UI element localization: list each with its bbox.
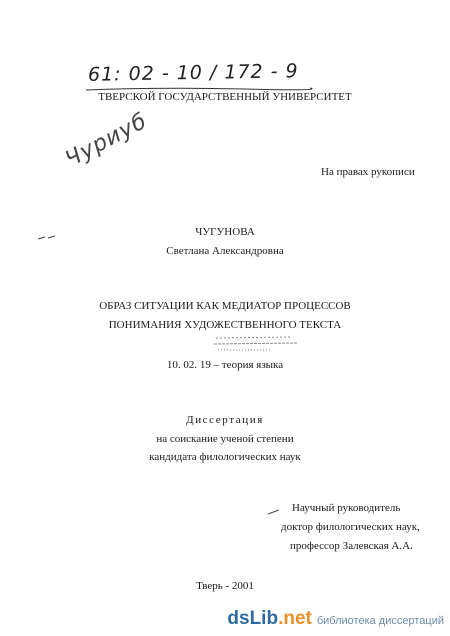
dissertation-title-line-2: ПОНИМАНИЯ ХУДОЖЕСТВЕННОГО ТЕКСТА bbox=[108, 319, 342, 331]
university-name: ТВЕРСКОЙ ГОСУДАРСТВЕННЫЙ УНИВЕРСИТЕТ bbox=[98, 91, 352, 103]
watermark-logo-main: dsLib bbox=[227, 608, 279, 629]
manuscript-rights-note: На правах рукописи bbox=[321, 166, 415, 178]
watermark-logo-tld: .net bbox=[278, 608, 312, 629]
dslib-watermark bbox=[227, 609, 444, 628]
supervisor-label: Научный руководитель bbox=[292, 502, 401, 514]
city-year: Тверь - 2001 bbox=[196, 580, 254, 592]
handwritten-registration-number: 61: 02 - 10 / 172 - 9 bbox=[87, 60, 299, 86]
author-full-name: Светлана Александровна bbox=[166, 245, 284, 257]
supervisor-degree: доктор филологических наук, bbox=[281, 521, 420, 533]
library-stamp bbox=[212, 333, 302, 355]
supervisor-name: профессор Залевская А.А. bbox=[290, 540, 413, 552]
degree-line-2: кандидата филологических наук bbox=[149, 451, 301, 463]
work-type: Диссертация bbox=[186, 414, 264, 426]
margin-mark-2 bbox=[266, 508, 282, 516]
specialty-code: 10. 02. 19 – теория языка bbox=[166, 359, 284, 371]
author-surname: ЧУГУНОВА bbox=[195, 226, 255, 238]
watermark-logo bbox=[227, 609, 311, 628]
watermark-subtitle: библиотека диссертаций bbox=[316, 615, 444, 627]
handwritten-margin-note: Чуриуб bbox=[61, 108, 152, 173]
degree-line-1: на соискание ученой степени bbox=[156, 433, 294, 445]
dissertation-title-line-1: ОБРАЗ СИТУАЦИИ КАК МЕДИАТОР ПРОЦЕССОВ bbox=[99, 300, 351, 312]
